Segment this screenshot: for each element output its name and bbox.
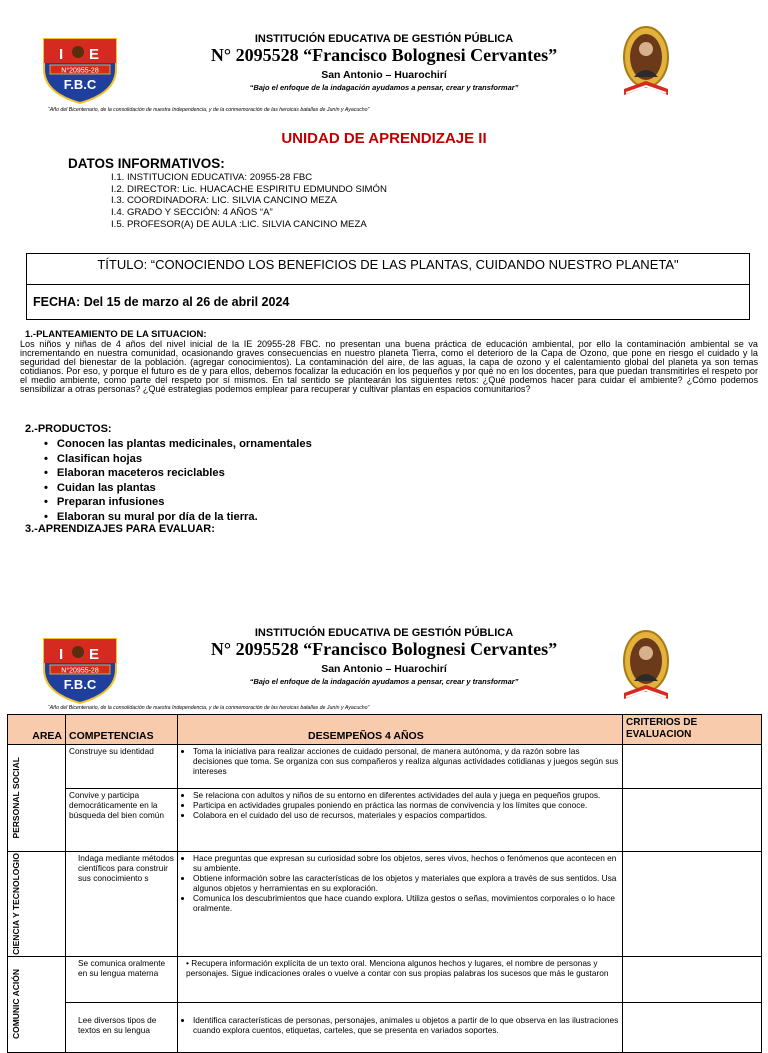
- competencia-cell: Se comunica oralmente en su lengua materna: [66, 956, 178, 1002]
- area-cell: [8, 745, 66, 852]
- datos-item: I.5. PROFESOR(A) DE AULA :LIC. SILVIA CANCINO MEZA: [111, 218, 367, 230]
- desempeno-cell: [178, 852, 623, 957]
- list-item: • Cuidan las plantas: [44, 481, 312, 496]
- institution-title: INSTITUCIÓN EDUCATIVA DE GESTIÓN PÚBLICA: [254, 627, 514, 639]
- desempeno-cell: [178, 1002, 623, 1052]
- list-item: • Comunica los descubrimientos que hace cuando explora. Utiliza gestos o señas, movimientos corporales o lo hace oralmente.: [193, 893, 619, 913]
- header-criterios: CRITERIOS DE EVALUACION: [623, 715, 762, 745]
- datos-item: I.1. INSTITUCION EDUCATIVA: 20955-28 FBC: [111, 172, 313, 183]
- table-row: [8, 789, 762, 852]
- table-header-row: [8, 715, 762, 745]
- portrait-medal-icon: [616, 623, 676, 713]
- situacion-heading: 1.-PLANTEAMIENTO DE LA SITUACION:: [25, 329, 207, 340]
- competencia-cell: Indaga mediante métodos científicos para construir sus conocimiento s: [66, 852, 178, 957]
- list-item: • Elaboran maceteros reciclables: [44, 466, 312, 481]
- desempeno-text: • Recupera información explícita de un texto oral. Menciona algunos hechos y lugares, el nombre de personas y personajes. Sigue indicaciones orales o vuelve a contar con sus propias palabras los sucesos que más le gustaron: [186, 957, 609, 978]
- unit-title: UNIDAD DE APRENDIZAJE II: [281, 130, 487, 147]
- competencias-table: [7, 714, 762, 1053]
- list-item: • Preparan infusiones: [44, 495, 312, 510]
- productos-heading: 2.-PRODUCTOS:: [25, 423, 112, 435]
- criterio-cell: [623, 745, 762, 789]
- logo-code: N°20955-28: [61, 667, 99, 675]
- list-item: • Se relaciona con adultos y niños de su entorno en diferentes actividades del aula y juega en pequeños grupos.: [193, 790, 619, 800]
- productos-list: [44, 437, 312, 525]
- logo-letter-i: I: [59, 46, 64, 63]
- area-label: CIENCIA Y TECNOLOGIO: [11, 853, 21, 955]
- school-name: N° 2095528 “Francisco Bolognesi Cervantes”: [210, 45, 558, 65]
- table-row: [8, 745, 762, 789]
- page-header-1: [0, 33, 768, 143]
- motto: “Bajo el enfoque de la indagación ayudamos a pensar, crear y transformar”: [249, 83, 519, 92]
- list-item: • Participa en actividades grupales poniendo en práctica las normas de convivencia y los límites que conoce.: [193, 800, 619, 810]
- area-label: PERSONAL SOCIAL: [11, 757, 21, 839]
- datos-heading: DATOS INFORMATIVOS:: [68, 156, 225, 171]
- location: San Antonio – Huarochirí: [321, 663, 447, 675]
- criterio-cell: [623, 1002, 762, 1052]
- logo-letter-i: I: [59, 646, 64, 663]
- header-desempenos: DESEMPEÑOS 4 AÑOS: [178, 715, 623, 745]
- desempeno-cell: [178, 745, 623, 789]
- list-item: • Identifica características de personas, personajes, animales u objetos a partir de lo que observa en las ilustraciones cuando explora cuentos, etiquetas, carteles, que se presenta en variados soportes.: [193, 1015, 619, 1035]
- area-cell: [8, 852, 66, 957]
- institution-title: INSTITUCIÓN EDUCATIVA DE GESTIÓN PÚBLICA: [254, 33, 514, 45]
- list-item: • Toma la iniciativa para realizar acciones de cuidado personal, de manera autónoma, y da razón sobre las decisiones que toma. Se organiza con sus compañeros y realiza algunas actividades cotidianas y juegos según sus intereses: [193, 746, 619, 776]
- criterio-cell: [623, 852, 762, 957]
- list-item: • Obtiene información sobre las características de los objetos y materiales que explora a través de sus sentidos. Usa algunos objetos y herramientas en su exploración.: [193, 873, 619, 893]
- competencia-cell: Lee diversos tipos de textos en su lengua: [66, 1002, 178, 1052]
- header-area: AREA: [8, 715, 66, 745]
- desempeno-cell: [178, 789, 623, 852]
- logo-initials: F.B.C: [63, 77, 97, 92]
- datos-item: I.2. DIRECTOR: Lic. HUACACHE ESPIRITU EDMUNDO SIMÓN: [111, 183, 387, 195]
- header-competencias: COMPETENCIAS: [66, 715, 178, 745]
- criterio-cell: [623, 789, 762, 852]
- datos-item: I.4. GRADO Y SECCIÓN: 4 AÑOS “A”: [111, 207, 273, 219]
- datos-item: I.3. COORDINADORA: LIC. SILVIA CANCINO MEZA: [111, 195, 337, 207]
- competencia-cell: Construye su identidad: [66, 745, 178, 789]
- aprendizajes-heading: 3.-APRENDIZAJES PARA EVALUAR:: [25, 523, 215, 535]
- logo-letter-e: E: [89, 46, 100, 63]
- logo-letter-e: E: [89, 646, 100, 663]
- list-item: • Colabora en el cuidado del uso de recursos, materiales y espacios compartidos.: [193, 810, 619, 820]
- list-item: • Elaboran su mural por día de la tierra.: [44, 510, 312, 525]
- list-item: • Conocen las plantas medicinales, ornamentales: [44, 437, 312, 452]
- area-label: COMUNIC ACIÓN: [11, 969, 21, 1040]
- competencia-cell: Convive y participa democráticamente en la búsqueda del bien común: [66, 789, 178, 852]
- area-cell: [8, 956, 66, 1052]
- desempeno-cell: [178, 956, 623, 1002]
- table-row: [8, 852, 762, 957]
- situacion-text: Los niños y niñas de 4 años del nivel inicial de la IE 20955-28 FBC. no presentan una buena práctica de educación ambiental, por ello la contaminación ambiental se va incrementando en nuestra comunidad, ocasionando graves consecuencias en nuestro planeta Tierra, como el deterioro de la Capa de Ozono, que pone en riesgo el cuidado y la seguridad del bienestar de la población. (agregar conocimientos). La contaminación del aire, de las aguas, la capa de ozono y el calentamiento global del planeta ya son temas cotidianos. Por eso, y porque el futuro es de y para ellos, debemos focalizar la educación en los pequeños y por qué no en los docentes, para que puedan transmitirles el respeto por el medio ambiente, como parte del respeto por sí mismos. En tal sentido se plantearán los siguientes retos: ¿Qué podemos hacer para cuidar el ambiente? ¿Cómo podemos sensibilizar a otras personas? ¿Qué estrategias podemos emplear para recuperar y cultivar plantas en espacios comunitarios?: [20, 339, 758, 395]
- school-name: N° 2095528 “Francisco Bolognesi Cervantes”: [210, 639, 558, 659]
- titulo-box: TÍTULO: “CONOCIENDO LOS BENEFICIOS DE LAS PLANTAS, CUIDANDO NUESTRO PLANETA": [26, 253, 750, 285]
- year-name: “Año del Bicentenario, de la consolidación de nuestra Independencia, y de la conmemoración de las heroicas batallas de Junín y Ayacucho”: [48, 107, 370, 113]
- year-name: “Año del Bicentenario, de la consolidación de nuestra Independencia, y de la conmemoración de las heroicas batallas de Junín y Ayacucho”: [48, 705, 370, 711]
- list-item: • Hace preguntas que expresan su curiosidad sobre los objetos, seres vivos, hechos o fenómenos que acontecen en su ambiente.: [193, 853, 619, 873]
- datos-list: [111, 172, 387, 231]
- table-row: [8, 956, 762, 1002]
- logo-initials: F.B.C: [63, 677, 97, 692]
- location: San Antonio – Huarochirí: [321, 69, 447, 81]
- list-item: • Clasifican hojas: [44, 452, 312, 467]
- criterio-cell: [623, 956, 762, 1002]
- logo-code: N°20955-28: [61, 67, 99, 75]
- table-row: [8, 1002, 762, 1052]
- motto: “Bajo el enfoque de la indagación ayudamos a pensar, crear y transformar”: [249, 677, 519, 686]
- portrait-medal-icon: [616, 19, 676, 109]
- fecha-box: FECHA: Del 15 de marzo al 26 de abril 2024: [26, 285, 750, 320]
